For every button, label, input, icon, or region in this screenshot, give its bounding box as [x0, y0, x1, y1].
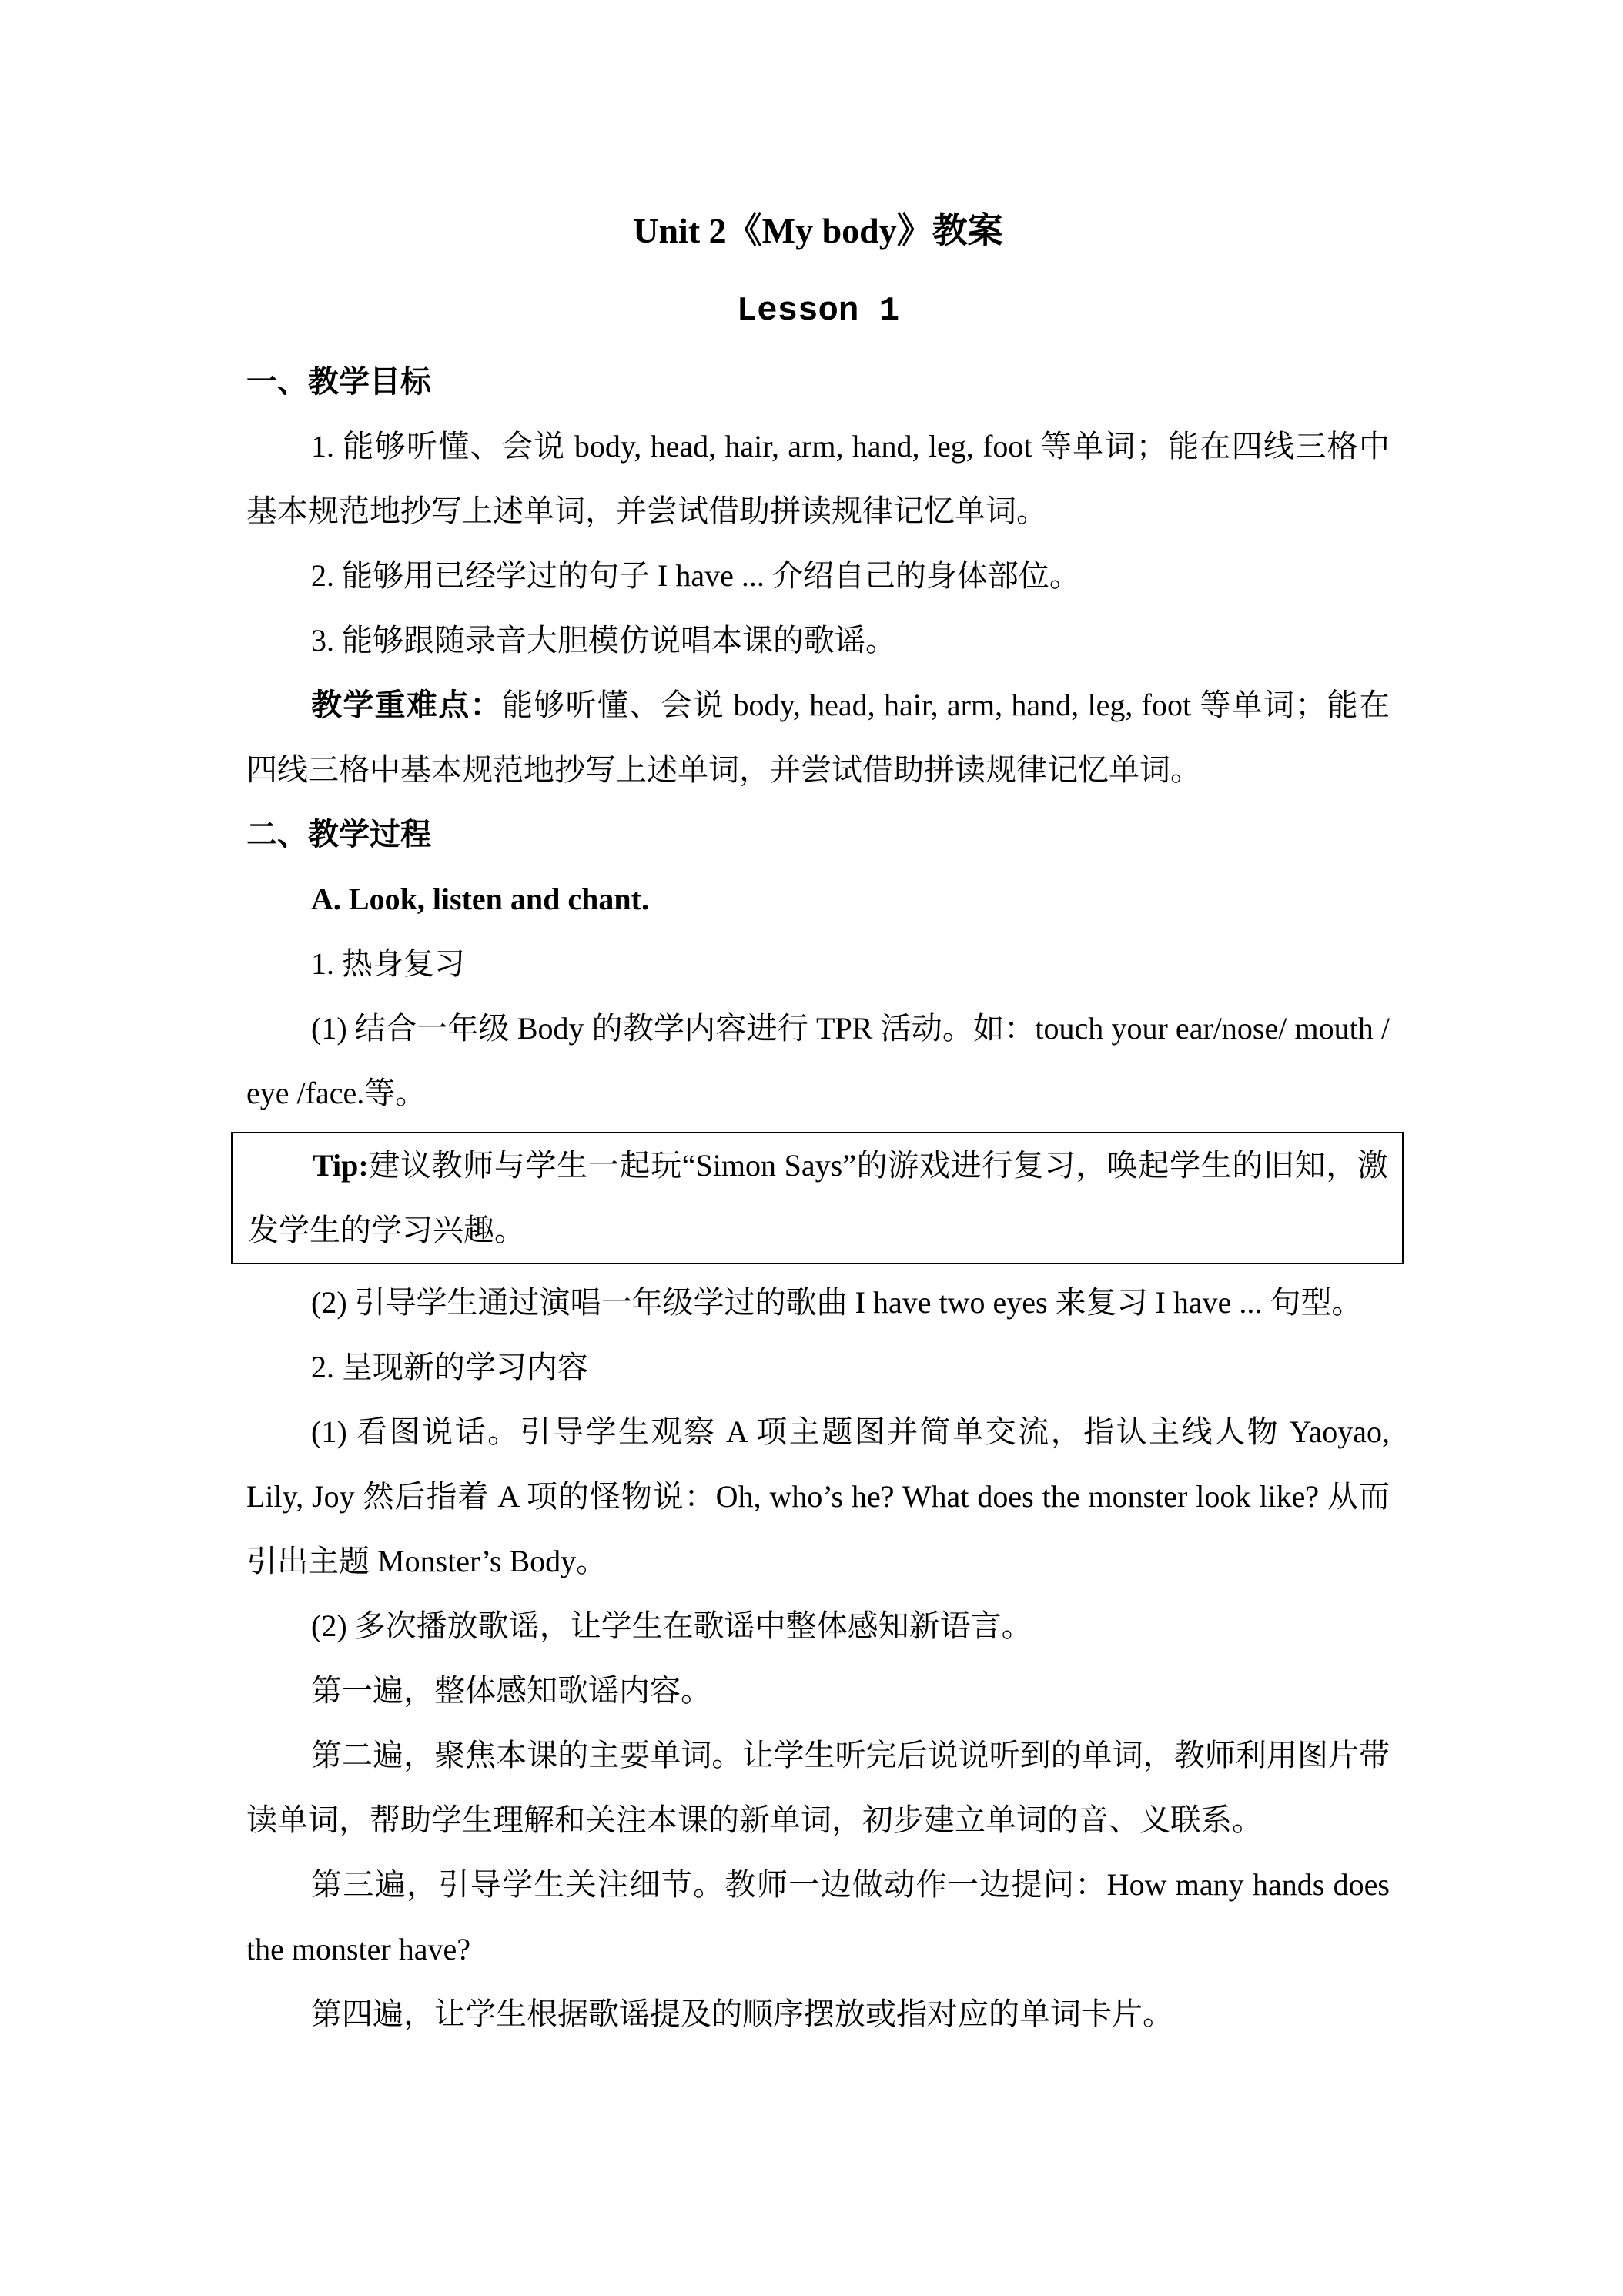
step-item: (2) 多次播放歌谣，让学生在歌谣中整体感知新语言。 [311, 1608, 1032, 1643]
document-subtitle: Lesson 1 [736, 292, 900, 330]
key-points-label: 教学重难点： [311, 688, 502, 722]
part-a-heading: A. Look, listen and chant. [311, 882, 649, 916]
tip-box [231, 1132, 1404, 1264]
step-item: (2) 引导学生通过演唱一年级学过的歌曲 I have two eyes 来复习 I have ... 句型。 [311, 1285, 1363, 1320]
section-heading-process: 二、教学过程 [246, 817, 431, 852]
key-points-text: 能够听懂、会说 body, head, hair, arm, hand, leg, foot 等单词；能在四线三格中基本规范地抄写上述单词，并尝试借助拼读规律记忆单词。 [246, 688, 1390, 787]
objective-item: 2. 能够用已经学过的句子 I have ... 介绍自己的身体部位。 [311, 558, 1080, 593]
step-item: (1) 看图说话。引导学生观察 A 项主题图并简单交流，指认主线人物 Yaoyao, Lily, Joy 然后指着 A 项的怪物说：Oh, who’s he? What does the monster look like? 从而引出主题 Monster’s Body。 [246, 1414, 1390, 1578]
listening-pass: 第三遍，引导学生关注细节。教师一边做动作一边提问：How many hands does the monster have? [246, 1867, 1390, 1966]
step-heading: 1. 热身复习 [311, 946, 465, 981]
objective-item: 3. 能够跟随录音大胆模仿说唱本课的歌谣。 [311, 623, 896, 658]
key-points-paragraph [246, 673, 1390, 802]
step-item: (1) 结合一年级 Body 的教学内容进行 TPR 活动。如：touch your ear/nose/ mouth / eye /face.等。 [246, 1011, 1390, 1110]
listening-pass: 第四遍，让学生根据歌谣提及的顺序摆放或指对应的单词卡片。 [311, 1996, 1173, 2031]
objective-item: 1. 能够听懂、会说 body, head, hair, arm, hand, leg, foot 等单词；能在四线三格中基本规范地抄写上述单词，并尝试借助拼读规律记忆单词。 [246, 429, 1390, 528]
listening-pass: 第二遍，聚焦本课的主要单词。让学生听完后说说听到的单词，教师利用图片带读单词，帮助学生理解和关注本课的新单词，初步建立单词的音、义联系。 [246, 1738, 1390, 1837]
tip-text: 建议教师与学生一起玩“Simon Says”的游戏进行复习，唤起学生的旧知，激发学生的学习兴趣。 [248, 1148, 1388, 1247]
document-title: Unit 2《My body》教案 [633, 211, 1003, 250]
document-page [246, 208, 1390, 2047]
tip-paragraph [248, 1133, 1388, 1263]
tip-label: Tip: [313, 1148, 369, 1183]
step-heading: 2. 呈现新的学习内容 [311, 1350, 588, 1384]
listening-pass: 第一遍，整体感知歌谣内容。 [311, 1673, 711, 1708]
section-heading-objectives: 一、教学目标 [246, 364, 431, 399]
